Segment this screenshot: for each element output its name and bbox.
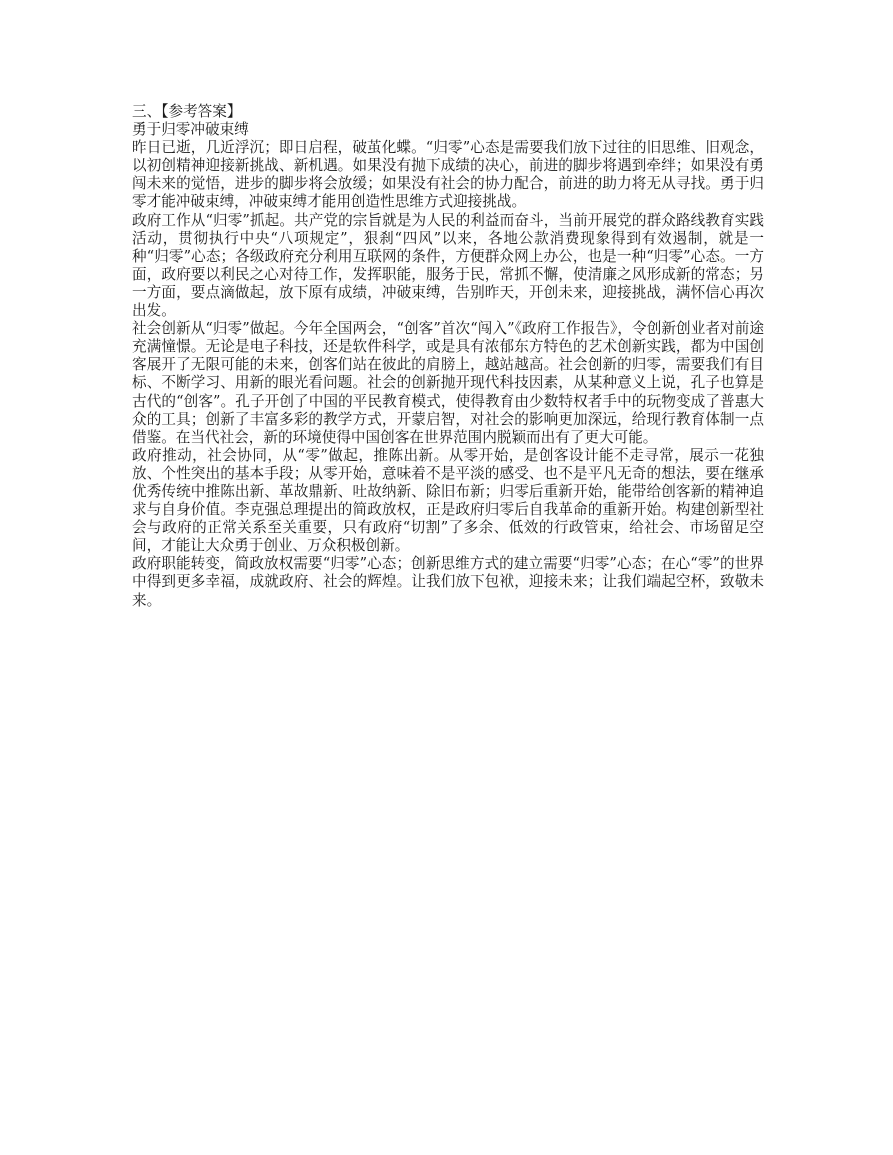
- section-heading: 三、【参考答案】: [132, 103, 242, 120]
- paragraph-1: 昨日已逝，几近浮沉；即日启程，破茧化蝶。“归零”心态是需要我们放下过往的旧思维、旧观念，以初创精神迎接新挑战、新机遇。如果没有抛下成绩的决心，前进的脚步将遇到牵绊；如果没有勇闯未来的觉悟，进步的脚步将会放缓；如果没有社会的协力配合，前进的助力将无从寻找。勇于归零才能冲破束缚，冲破束缚才能用创造性思维方式迎接挑战。: [132, 139, 764, 211]
- paragraph-4: 政府推动，社会协同，从“零”做起，推陈出新。从零开始，是创客设计能不走寻常，展示一花独放、个性突出的基本手段；从零开始，意味着不是平淡的感受、也不是平凡无奇的想法，要在继承优秀传统中推陈出新、革故鼎新、吐故纳新、除旧布新；归零后重新开始，能带给创客新的精神追求与自身价值。李克强总理提出的简政放权，正是政府归零后自我革命的重新开始。构建创新型社会与政府的正常关系至关重要，只有政府“切割”了多余、低效的行政管束，给社会、市场留足空间，才能让大众勇于创业、万众积极创新。: [132, 446, 764, 555]
- paragraph-5: 政府职能转变，简政放权需要“归零”心态；创新思维方式的建立需要“归零”心态；在心“零”的世界中得到更多幸福，成就政府、社会的辉煌。让我们放下包袱，迎接未来；让我们端起空杯，致敬未来。: [132, 555, 764, 609]
- essay-title: 勇于归零冲破束缚: [132, 121, 249, 139]
- document-page: [132, 103, 764, 610]
- paragraph-3: 社会创新从“归零”做起。今年全国两会，“创客”首次“闯入”《政府工作报告》，令创新创业者对前途充满憧憬。无论是电子科技，还是软件科学，或是具有浓郁东方特色的艺术创新实践，都为中国创客展开了无限可能的未来，创客们站在彼此的肩膀上，越站越高。社会创新的归零，需要我们有目标、不断学习、用新的眼光看问题。社会的创新抛开现代科技因素，从某种意义上说，孔子也算是古代的“创客”。孔子开创了中国的平民教育模式，使得教育由少数特权者手中的玩物变成了普惠大众的工具；创新了丰富多彩的教学方式，开蒙启智，对社会的影响更加深远，给现行教育体制一点借鉴。在当代社会，新的环境使得中国创客在世界范围内脱颖而出有了更大可能。: [132, 320, 764, 446]
- paragraph-2: 政府工作从“归零”抓起。共产党的宗旨就是为人民的利益而奋斗，当前开展党的群众路线教育实践活动，贯彻执行中央“八项规定”，狠刹“四风”以来，各地公款消费现象得到有效遏制，就是一种“归零”心态；各级政府充分利用互联网的条件，方便群众网上办公，也是一种“归零”心态。一方面，政府要以利民之心对待工作，发挥职能，服务于民，常抓不懈，使清廉之风形成新的常态；另一方面，要点滴做起，放下原有成绩，冲破束缚，告别昨天，开创未来，迎接挑战，满怀信心再次出发。: [132, 211, 764, 320]
